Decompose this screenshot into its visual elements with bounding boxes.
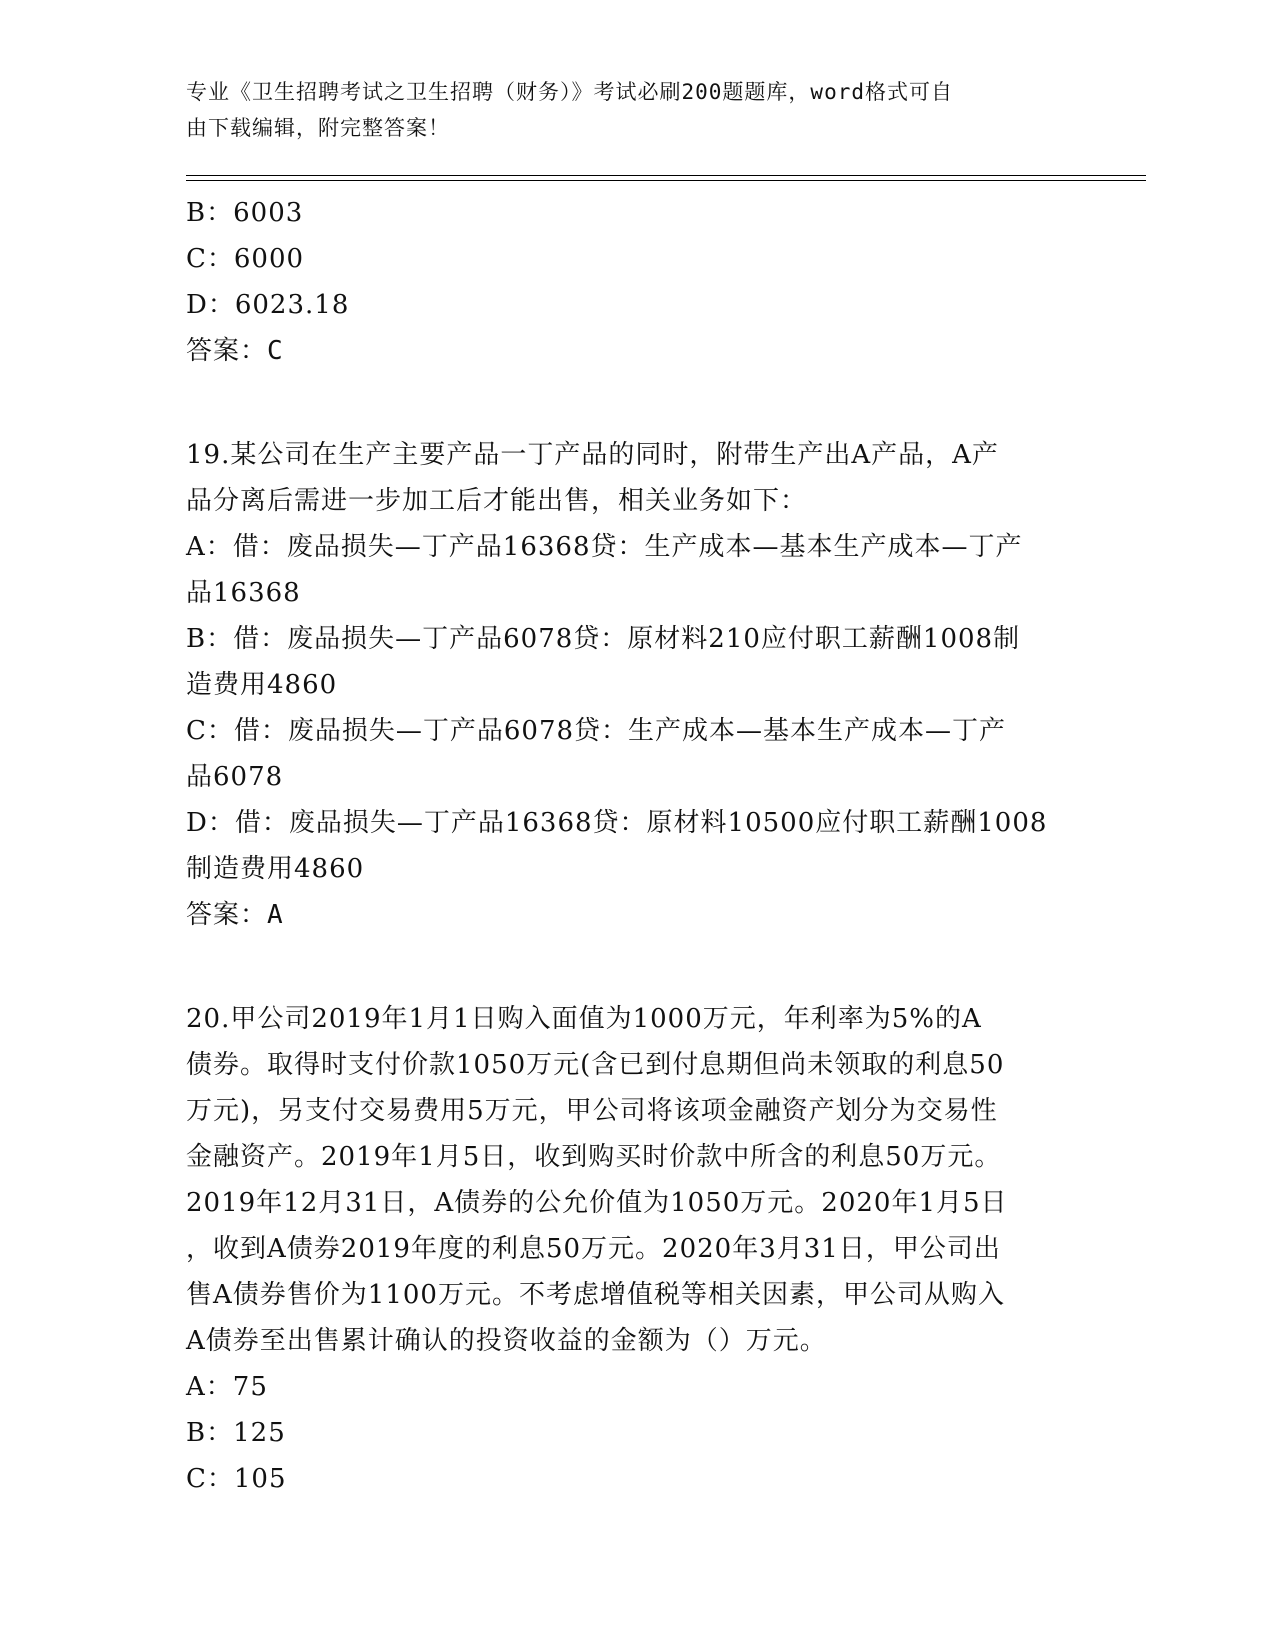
question-20	[186, 996, 1086, 1502]
answer-line	[186, 328, 1086, 374]
question-stem-line: 售A债券售价为1100万元。不考虑增值税等相关因素，甲公司从购入	[186, 1280, 1005, 1310]
question-19	[186, 432, 1086, 938]
option-a-cont: 品16368	[186, 578, 301, 608]
option-c: C：借：废品损失—丁产品6078贷：生产成本—基本生产成本—丁产	[186, 716, 1007, 746]
header-line-1: 专业《卫生招聘考试之卫生招聘（财务）》考试必刷200题题库，word格式可自	[186, 80, 953, 104]
option-b: B：125	[186, 1418, 286, 1448]
option-b: B：6003	[186, 198, 304, 228]
question-stem-line: 金融资产。2019年1月5日，收到购买时价款中所含的利息50万元。	[186, 1142, 1002, 1172]
option-c: C：105	[186, 1464, 287, 1494]
question-stem-line: A债券至出售累计确认的投资收益的金额为（）万元。	[186, 1326, 827, 1356]
option-c-cont: 品6078	[186, 762, 284, 792]
option-d: D：6023.18	[186, 290, 350, 320]
answer-label: 答案：	[186, 900, 268, 930]
option-b: B：借：废品损失—丁产品6078贷：原材料210应付职工薪酬1008制	[186, 624, 1021, 654]
header-divider-bottom	[186, 180, 1146, 181]
option-c: C：6000	[186, 244, 305, 274]
question-stem-line: 债券。取得时支付价款1050万元(含已到付息期但尚未领取的利息50	[186, 1050, 1005, 1080]
option-b-cont: 造费用4860	[186, 670, 338, 700]
answer-value: C	[267, 336, 284, 366]
answer-value: A	[267, 900, 284, 930]
option-a: A：75	[186, 1372, 268, 1402]
option-d: D：借：废品损失—丁产品16368贷：原材料10500应付职工薪酬1008	[186, 808, 1048, 838]
question-stem-line: 品分离后需进一步加工后才能出售，相关业务如下：	[186, 486, 808, 516]
document-header	[186, 74, 1086, 146]
question-stem-line: ，收到A债券2019年度的利息50万元。2020年3月31日，甲公司出	[186, 1234, 1001, 1264]
option-a: A：借：废品损失—丁产品16368贷：生产成本—基本生产成本—丁产	[186, 532, 1023, 562]
option-d-cont: 制造费用4860	[186, 854, 365, 884]
answer-label: 答案：	[186, 336, 268, 366]
header-line-2: 由下载编辑，附完整答案！	[186, 116, 450, 140]
question-stem-line: 2019年12月31日，A债券的公允价值为1050万元。2020年1月5日	[186, 1188, 1008, 1218]
header-divider-top	[186, 175, 1146, 176]
answer-line	[186, 892, 1086, 938]
question-gap	[186, 374, 1086, 432]
question-stem-line: 万元)，另支付交易费用5万元，甲公司将该项金融资产划分为交易性	[186, 1096, 998, 1126]
document-body	[186, 190, 1086, 1502]
question-gap	[186, 938, 1086, 996]
question-18-fragment	[186, 190, 1086, 374]
question-stem-line: 20.甲公司2019年1月1日购入面值为1000万元，年利率为5%的A	[186, 1004, 982, 1034]
question-stem-line: 19.某公司在生产主要产品一丁产品的同时，附带生产出A产品，A产	[186, 440, 999, 470]
